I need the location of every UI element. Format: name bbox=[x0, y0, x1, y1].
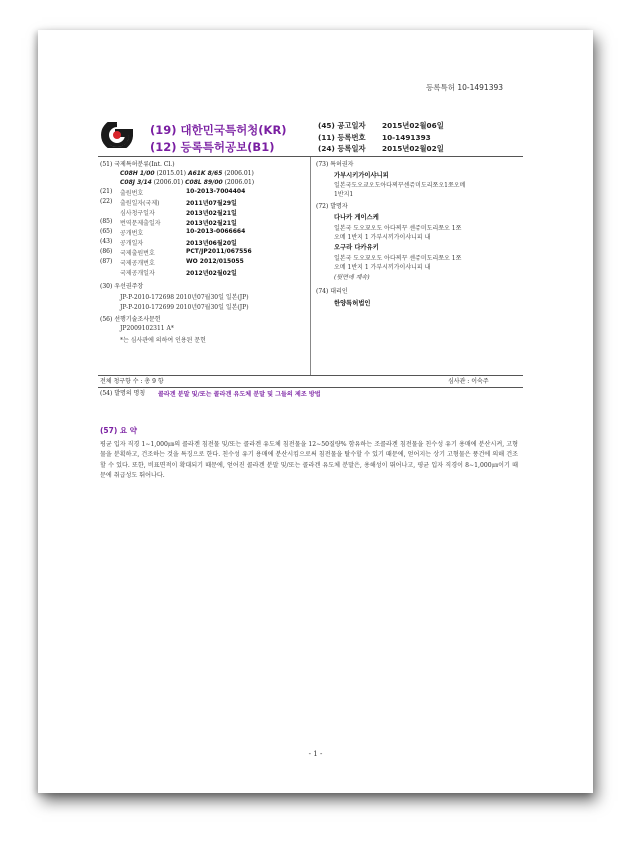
inventor-label: (72) 발명자 bbox=[316, 203, 348, 210]
intl-app-number-row bbox=[100, 248, 310, 257]
ipc-line-2 bbox=[120, 178, 254, 187]
patentee-label: (73) 특허권자 bbox=[316, 161, 354, 168]
field-label: 국제공개번호 bbox=[120, 260, 155, 267]
publication-number-row bbox=[100, 228, 310, 237]
agent-name: 한양특허법인 bbox=[334, 300, 371, 307]
patentee-name: 가부시키가이샤니피 bbox=[334, 172, 389, 179]
field-value: 10-2013-0066664 bbox=[186, 228, 246, 235]
abstract-text: 평균 입자 직경 1∼1,000㎛의 콜라겐 침전물 및/또는 콜라겐 유도체 침전물을 12∼50질량% 함유하는 조콜라겐 침전물을 친수성 유기 용매에 분산시켜, 고형물을 분획하고, 건조하는 것을 특징으로 한다. 친수성 유기 용매에 분산시킴으로써 침전물을 탈수할 수 있기 때문에, 얻어지는 상기 고형물은 풍건에 의해 건조할 수 있다. 또한, 비표면적이 확대되기 때문에, 얻어진 콜라겐 분말 및/또는 콜라겐 유도체 분말은, 용해성이 뛰어나고, 평균 입자 직경이 8∼1,000㎛이기 때문에 취급성도 뛰어나다. bbox=[100, 441, 518, 479]
kipo-logo-icon bbox=[100, 122, 134, 148]
office-title: (19) 대한민국특허청(KR) bbox=[150, 123, 287, 137]
field-number: (65) bbox=[100, 228, 113, 235]
field-label: 국제공개일자 bbox=[120, 270, 155, 277]
ipc-label: (51) 국제특허분류(Int. Cl.) bbox=[100, 161, 175, 168]
field-label: 국제출원번호 bbox=[120, 250, 155, 257]
field-label: 출원번호 bbox=[120, 190, 144, 197]
right-header-block bbox=[318, 120, 444, 155]
patentee-address-line: 일본국도오쿄오도아다찌꾸센쥬미도리쪼오1쪼오메 bbox=[334, 182, 466, 189]
registration-date-value: 2015년02월02일 bbox=[382, 144, 444, 153]
field-number: (87) bbox=[100, 258, 113, 265]
inventor-name: 다나카 게이스케 bbox=[334, 214, 379, 221]
field-value: 2013년02월21일 bbox=[186, 220, 237, 227]
app-number-row bbox=[100, 188, 310, 197]
page-number: - 1 - bbox=[308, 750, 323, 758]
field-label: 공개번호 bbox=[120, 230, 144, 237]
announce-date-label: (45) 공고일자 bbox=[318, 121, 366, 130]
inventor-address-line: 오메 1반지 1 가부시끼가이샤니피 내 bbox=[334, 234, 431, 241]
field-number: (85) bbox=[100, 218, 113, 225]
priority-line-2: JP-P-2010-172699 2010년07월30일 일본(JP) bbox=[120, 304, 249, 311]
registration-number-value: 10-1491393 bbox=[382, 132, 431, 142]
field-label: 출원일자(국제) bbox=[120, 200, 160, 207]
header-publication-number: 등록특허 10-1491393 bbox=[426, 83, 504, 92]
field-value: 2012년02월02일 bbox=[186, 270, 237, 277]
announce-date-row bbox=[318, 120, 444, 132]
field-value: WO 2012/015055 bbox=[186, 258, 244, 265]
ipc-code: C08J 3/14 bbox=[120, 179, 152, 186]
inventor-address-line: 일본국 도오꾜오도 아다찌꾸 센쥬미도리쪼오 1쪼 bbox=[334, 225, 462, 232]
ipc-code: C08L 89/00 bbox=[185, 179, 223, 186]
intl-pub-date-row bbox=[100, 268, 310, 277]
publication-date-row bbox=[100, 238, 310, 247]
ipc-code: A61K 8/65 bbox=[187, 170, 223, 177]
translation-date-row bbox=[100, 218, 310, 227]
priority-line-1: JP-P-2010-172698 2010년07월30일 일본(JP) bbox=[120, 294, 249, 301]
ipc-date: (2006.01) bbox=[224, 170, 254, 177]
exam-request-date-row bbox=[100, 208, 310, 217]
prior-art-line-1: JP2009102311 A* bbox=[120, 325, 174, 332]
inventor-address-line: 일본국 도오꾜오도 아다찌꾸 센쥬미도리쪼오 1쪼 bbox=[334, 255, 462, 262]
continued-note: (뒷면에 계속) bbox=[334, 274, 370, 281]
patent-page bbox=[38, 30, 593, 793]
intl-pub-number-row bbox=[100, 258, 310, 267]
abstract-heading: (57) 요 약 bbox=[100, 426, 138, 435]
field-value: 2013년06월20일 bbox=[186, 240, 237, 247]
field-label: 심사청구일자 bbox=[120, 210, 155, 217]
field-value: 2013년02월21일 bbox=[186, 210, 237, 217]
invention-title: 콜라겐 분말 및/또는 콜라겐 유도체 분말 및 그들의 제조 방법 bbox=[158, 391, 321, 398]
field-number: (22) bbox=[100, 198, 113, 205]
inventor-address-line: 오메 1반지 1 가부시끼가이샤니피 내 bbox=[334, 264, 431, 271]
claims-divider-bottom bbox=[98, 387, 523, 388]
invention-title-label: (54) 발명의 명칭 bbox=[100, 390, 146, 397]
inventor-name: 오구라 다카유키 bbox=[334, 244, 379, 251]
priority-label: (30) 우선권주장 bbox=[100, 283, 144, 290]
field-value: 2011년07월29일 bbox=[186, 200, 237, 207]
ipc-date: (2006.01) bbox=[224, 179, 255, 186]
gazette-title: (12) 등록특허공보(B1) bbox=[150, 140, 275, 154]
agent-label: (74) 대리인 bbox=[316, 288, 348, 295]
field-number: (86) bbox=[100, 248, 113, 255]
ipc-date: (2006.01) bbox=[153, 179, 184, 186]
claims-divider-top bbox=[98, 375, 523, 376]
field-label: 번역문제출일자 bbox=[120, 220, 161, 227]
column-divider bbox=[310, 157, 311, 375]
registration-date-label: (24) 등록일자 bbox=[318, 144, 366, 153]
prior-art-label: (56) 선행기술조사문헌 bbox=[100, 316, 161, 323]
field-value: 10-2013-7004404 bbox=[186, 188, 246, 195]
patentee-address-line: 1반지1 bbox=[334, 191, 354, 198]
ipc-date: (2015.01) bbox=[156, 170, 187, 177]
examiner: 심사관 : 이숙주 bbox=[448, 378, 489, 385]
ipc-code: C08H 1/00 bbox=[120, 170, 155, 177]
ipc-line-1 bbox=[120, 169, 254, 178]
field-number: (43) bbox=[100, 238, 113, 245]
announce-date-value: 2015년02월06일 bbox=[382, 121, 444, 130]
claims-total: 전체 청구항 수 : 총 9 항 bbox=[100, 378, 164, 385]
app-date-row bbox=[100, 198, 310, 207]
registration-number-label: (11) 등록번호 bbox=[318, 132, 366, 142]
registration-date-row bbox=[318, 143, 444, 155]
field-value: PCT/JP2011/067556 bbox=[186, 248, 252, 255]
registration-number-row bbox=[318, 132, 444, 144]
field-label: 공개일자 bbox=[120, 240, 144, 247]
field-number: (21) bbox=[100, 188, 113, 195]
prior-art-line-2: *는 심사관에 의하여 인용된 문헌 bbox=[120, 337, 206, 344]
